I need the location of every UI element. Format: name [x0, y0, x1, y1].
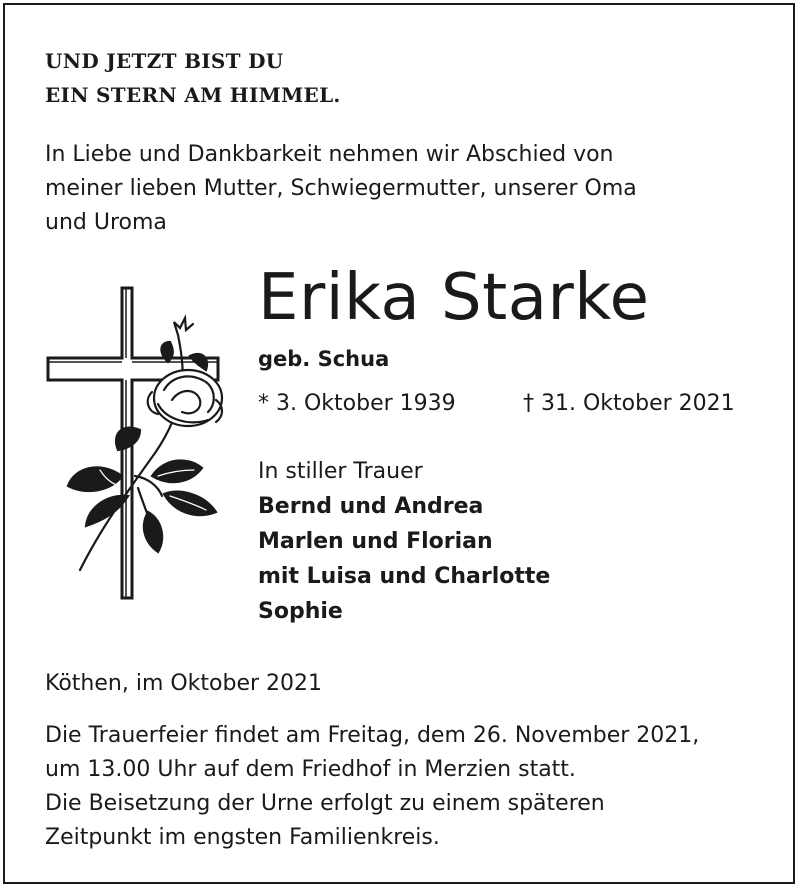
- mourner-name: Sophie: [258, 599, 343, 624]
- deceased-name: Erika Starke: [258, 261, 650, 335]
- intro-text: [45, 138, 765, 240]
- funeral-line-2: um 13.00 Uhr auf dem Friedhof in Merzien statt.: [45, 757, 576, 782]
- funeral-info: [45, 719, 775, 855]
- headline: [45, 44, 341, 112]
- mourner-name: Bernd und Andrea: [258, 494, 484, 519]
- mourners-list: [258, 489, 550, 629]
- mourner-name: Marlen und Florian: [258, 529, 493, 554]
- intro-line-1: In Liebe und Dankbarkeit nehmen wir Abschied von: [45, 142, 614, 167]
- rose-icon: [68, 318, 222, 570]
- funeral-line-3: Die Beisetzung der Urne erfolgt zu einem späteren: [45, 791, 605, 816]
- birth-date: * 3. Oktober 1939: [258, 391, 456, 416]
- headline-line-1: UND JETZT BIST DU: [45, 49, 284, 73]
- funeral-line-1: Die Trauerfeier findet am Freitag, dem 26. November 2021,: [45, 723, 700, 748]
- funeral-line-4: Zeitpunkt im engsten Familienkreis.: [45, 825, 440, 850]
- death-date: † 31. Oktober 2021: [523, 391, 735, 416]
- headline-line-2: EIN STERN AM HIMMEL.: [45, 83, 341, 107]
- mourner-name: mit Luisa und Charlotte: [258, 564, 551, 589]
- intro-line-3: und Uroma: [45, 210, 167, 235]
- maiden-name: geb. Schua: [258, 347, 390, 371]
- place-and-date: Köthen, im Oktober 2021: [45, 671, 323, 696]
- mourning-intro: In stiller Trauer: [258, 459, 423, 484]
- cross-with-rose-icon: [40, 280, 230, 610]
- intro-line-2: meiner lieben Mutter, Schwiegermutter, unserer Oma: [45, 176, 637, 201]
